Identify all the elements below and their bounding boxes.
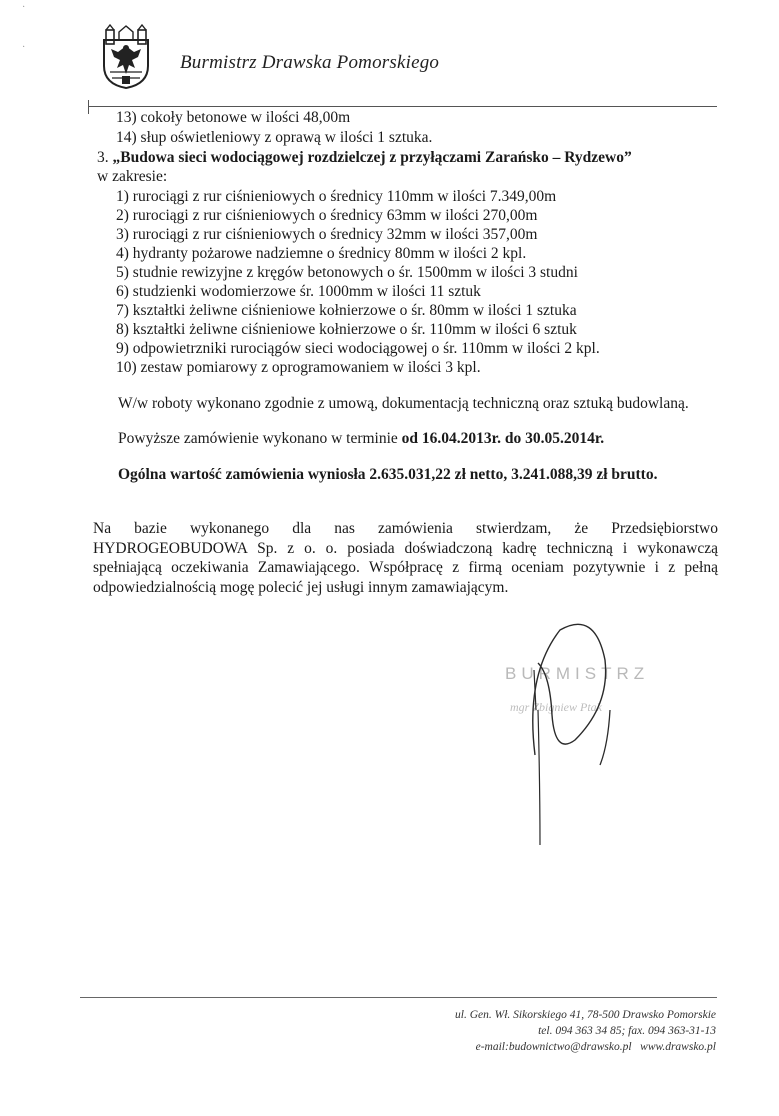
statement: W/w roboty wykonano zgodnie z umową, dokumentacją techniczną oraz sztuką budowlaną. xyxy=(118,395,689,412)
list-item: 14) słup oświetleniowy z oprawą w ilości 1 sztuka. xyxy=(116,129,433,146)
list-item: 5) studnie rewizyjne z kręgów betonowych o śr. 1500mm w ilości 3 studni xyxy=(116,264,578,281)
list-item: 4) hydranty pożarowe nadziemne o średnicy 80mm w ilości 2 kpl. xyxy=(116,245,527,262)
list-item: 9) odpowietrzniki rurociągów sieci wodociągowej o śr. 110mm w ilości 2 kpl. xyxy=(116,340,600,357)
list-item: 13) cokoły betonowe w ilości 48,00m xyxy=(116,109,351,126)
section-title: „Budowa sieci wodociągowej rozdzielczej z przyłączami Zarańsko – Rydzewo” xyxy=(112,149,632,166)
list-item: 6) studzienki wodomierzowe śr. 1000mm w ilości 11 sztuk xyxy=(116,283,481,300)
scan-mark: · xyxy=(22,42,26,53)
footer-rule xyxy=(80,997,717,998)
section-number: 3. xyxy=(97,149,109,166)
header-title: Burmistrz Drawska Pomorskiego xyxy=(180,52,440,73)
signature-icon xyxy=(500,615,650,855)
total-value: Ogólna wartość zamówienia wyniosła 2.635.031,22 zł netto, 3.241.088,39 zł brutto. xyxy=(118,466,658,483)
list-item: 1) rurociągi z rur ciśnieniowych o średnicy 110mm w ilości 7.349,00m xyxy=(116,188,557,205)
footer-phone: tel. 094 363 34 85; fax. 094 363-31-13 xyxy=(538,1025,716,1037)
footer-email: e-mail:budownictwo@drawsko.pl xyxy=(475,1041,632,1053)
coat-of-arms-icon xyxy=(100,22,152,90)
list-item: 2) rurociągi z rur ciśnieniowych o średnicy 63mm w ilości 270,00m xyxy=(116,207,538,224)
footer-address: ul. Gen. Wł. Sikorskiego 41, 78-500 Drawsko Pomorskie xyxy=(455,1009,716,1021)
term-dates: od 16.04.2013r. do 30.05.2014r. xyxy=(401,430,605,447)
list-item: 8) kształtki żeliwne ciśnieniowe kołnierzowe o śr. 110mm w ilości 6 sztuk xyxy=(116,321,577,338)
list-item: 10) zestaw pomiarowy z oprogramowaniem w ilości 3 kpl. xyxy=(116,359,481,376)
section-heading xyxy=(97,149,632,167)
footer-contact xyxy=(476,1041,716,1053)
list-item: 3) rurociągi z rur ciśnieniowych o średnicy 32mm w ilości 357,00m xyxy=(116,226,538,243)
header-rule xyxy=(88,106,717,107)
stamp-title: BURMISTRZ xyxy=(505,664,650,683)
closing-paragraph: Na bazie wykonanego dla nas zamówienia stwierdzam, że Przedsiębiorstwo HYDROGEOBUDOWA Sp. z o. o. posiada doświadczoną kadrę techniczną i wykonawczą spełniającą oczekiwania Zamawiającego. Współpracę z firmą oceniam pozytywnie i z pełną odpowiedzialnością mogę polecić jej usługi innym zamawiającym. xyxy=(93,520,718,596)
scope-label: w zakresie: xyxy=(97,168,168,185)
footer-web: www.drawsko.pl xyxy=(640,1041,716,1053)
term-statement: Powyższe zamówienie wykonano w terminie od 16.04.2013r. do 30.05.2014r. xyxy=(118,430,605,447)
list-item: 7) kształtki żeliwne ciśnieniowe kołnierzowe o śr. 80mm w ilości 1 sztuka xyxy=(116,302,577,319)
stamp-name: mgr Zbigniew Ptak xyxy=(510,700,602,714)
scan-mark: · xyxy=(22,2,26,13)
header-rule xyxy=(88,100,89,114)
